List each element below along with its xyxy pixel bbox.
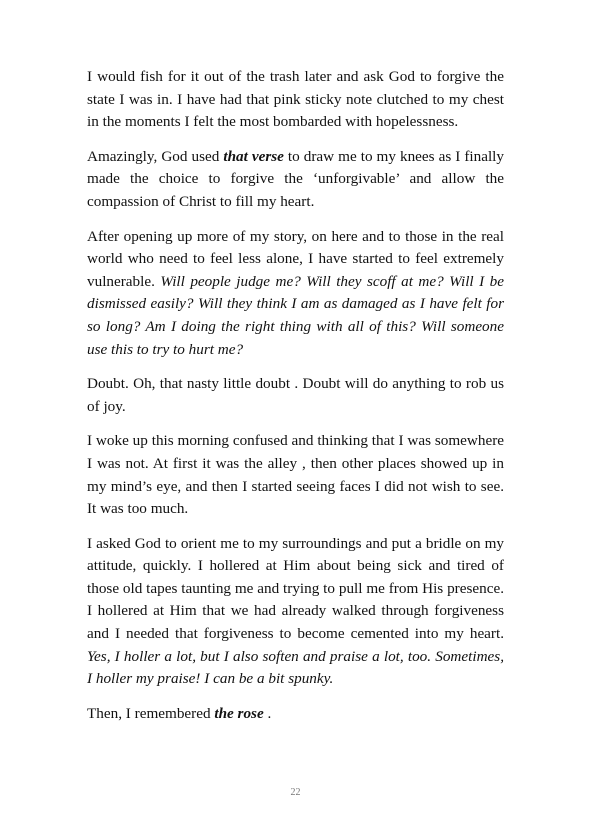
text-segment: Doubt. Oh, that nasty little doubt . Doubt will do anything to rob us of joy.	[87, 375, 504, 415]
italic-aside: Yes, I holler a lot, but I also soften and praise a lot, too. Sometimes, I holler my praise! I can be a bit spunky.	[87, 647, 504, 688]
paragraph-1	[87, 66, 504, 134]
text-segment: to draw me to my knees as I finally made the choice to forgive the ‘unforgivable’ and allow the compassion of Christ to fill my heart.	[87, 147, 504, 210]
text-segment: Then, I remembered	[87, 704, 215, 722]
text-segment: After opening up more of my story, on here and to those in the real world who need to feel less alone, I have started to feel extremely vulnerable.	[87, 227, 504, 290]
paragraph-6	[87, 533, 504, 691]
text-segment: I would fish for it out of the trash later and ask God to forgive the state I was in. I have had that pink sticky note clutched to my chest in the moments I felt the most bombarded with hopelessness.	[87, 68, 504, 131]
text-segment: I asked God to orient me to my surroundings and put a bridle on my attitude, quickly. I hollered at Him about being sick and tired of those old tapes taunting me and trying to pull me from His presence. I hollered at Him that we had already walked through forgiveness and I needed that forgiveness to become cemented into my heart.	[87, 534, 504, 643]
italic-questions: Will people judge me? Will they scoff at me? Will I be dismissed easily? Will they think I am as damaged as I have felt for so long? Am I doing the right thing with all of this? Will someone use this to try to hurt me?	[87, 272, 504, 358]
paragraph-2	[87, 146, 504, 214]
paragraph-5	[87, 430, 504, 520]
paragraph-3	[87, 226, 504, 362]
page-number: 22	[290, 787, 301, 798]
text-segment: .	[263, 704, 272, 722]
text-segment: I woke up this morning confused and thinking that I was somewhere I was not. At first it was the alley , then other places showed up in my mind’s eye, and then I started seeing faces I did not wish to see. It was too much.	[87, 432, 504, 518]
emphasis-that-verse: that verse	[223, 147, 284, 165]
paragraph-4	[87, 373, 504, 418]
emphasis-the-rose: the rose	[214, 704, 264, 722]
text-segment: Amazingly, God used	[87, 147, 224, 165]
paragraph-7	[87, 703, 504, 726]
body-text	[87, 66, 504, 737]
